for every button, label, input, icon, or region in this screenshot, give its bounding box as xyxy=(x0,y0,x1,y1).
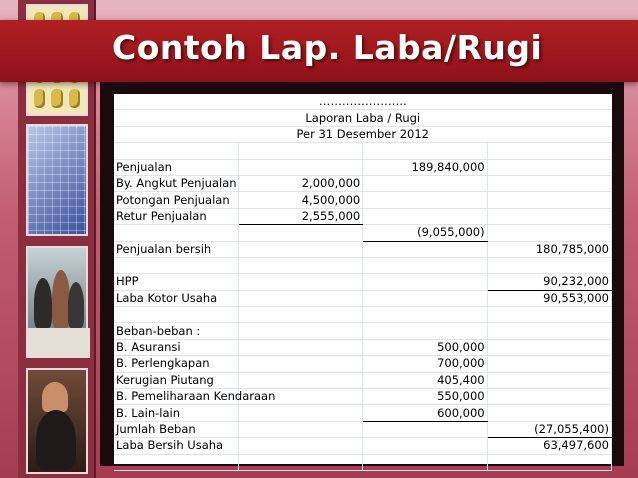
amount-cell: 4,500,000 xyxy=(238,192,362,208)
amount-cell xyxy=(487,257,611,273)
amount-cell: 700,000 xyxy=(363,356,487,372)
amount-cell xyxy=(487,323,611,339)
slide-title: Contoh Lap. Laba/Rugi xyxy=(112,28,543,67)
amount-cell xyxy=(487,208,611,224)
amount-cell xyxy=(363,307,487,323)
amount-cell xyxy=(238,143,362,159)
row-label: Beban-beban : xyxy=(114,323,238,339)
amount-cell xyxy=(487,339,611,355)
table-row xyxy=(114,257,612,273)
amount-cell xyxy=(487,192,611,208)
table-row xyxy=(114,175,612,191)
amount-cell xyxy=(363,454,487,470)
amount-cell xyxy=(363,438,487,454)
amount-cell xyxy=(238,274,362,290)
amount-cell xyxy=(487,225,611,241)
amount-cell xyxy=(238,339,362,355)
income-statement-sheet xyxy=(114,94,612,464)
amount-cell: 600,000 xyxy=(363,405,487,421)
table-row xyxy=(114,438,612,454)
amount-cell xyxy=(238,241,362,257)
row-label: Retur Penjualan xyxy=(114,208,238,224)
amount-cell: 2,000,000 xyxy=(238,175,362,191)
table-row xyxy=(114,339,612,355)
row-label: Penjualan xyxy=(114,159,238,175)
row-label xyxy=(114,454,238,470)
row-label: B. Perlengkapan xyxy=(114,356,238,372)
table-row xyxy=(114,307,612,323)
income-statement-table xyxy=(114,94,612,471)
row-label: Jumlah Beban xyxy=(114,421,238,437)
amount-cell: 90,232,000 xyxy=(487,274,611,290)
row-label: B. Pemeliharaan Kendaraan xyxy=(116,389,276,404)
table-row xyxy=(114,274,612,290)
amount-cell xyxy=(363,421,487,437)
amount-cell xyxy=(363,241,487,257)
amount-cell: (9,055,000) xyxy=(363,225,487,241)
header-row xyxy=(114,94,612,110)
amount-cell xyxy=(487,356,611,372)
row-label: Laba Kotor Usaha xyxy=(114,290,238,306)
amount-cell: 63,497,600 xyxy=(487,438,611,454)
report-date: Per 31 Desember 2012 xyxy=(114,126,612,142)
person-working-photo xyxy=(26,368,88,474)
amount-cell xyxy=(238,438,362,454)
amount-cell xyxy=(487,175,611,191)
table-row xyxy=(114,421,612,437)
amount-cell xyxy=(487,143,611,159)
amount-cell xyxy=(238,323,362,339)
amount-cell: 90,553,000 xyxy=(487,290,611,306)
amount-cell xyxy=(238,307,362,323)
spreadsheet-photo xyxy=(26,124,88,236)
amount-cell: 189,840,000 xyxy=(363,159,487,175)
row-label: B. Lain-lain xyxy=(114,405,238,421)
amount-cell xyxy=(487,454,611,470)
amount-cell xyxy=(363,143,487,159)
amount-cell xyxy=(363,208,487,224)
table-row xyxy=(114,372,612,388)
row-label: B. Asuransi xyxy=(114,339,238,355)
amount-cell: 405,400 xyxy=(363,372,487,388)
row-label: Potongan Penjualan xyxy=(114,192,238,208)
amount-cell xyxy=(487,159,611,175)
amount-cell xyxy=(363,274,487,290)
row-label: Laba Bersih Usaha xyxy=(114,438,238,454)
table-row xyxy=(114,192,612,208)
amount-cell xyxy=(487,372,611,388)
company-name: ………………….. xyxy=(114,94,612,110)
table-row xyxy=(114,389,612,405)
table-row xyxy=(114,143,612,159)
amount-cell: (27,055,400) xyxy=(487,421,611,437)
amount-cell xyxy=(238,421,362,437)
row-label xyxy=(114,225,238,241)
row-label: By. Angkut Penjualan xyxy=(116,176,237,191)
table-row xyxy=(114,454,612,470)
row-label xyxy=(114,143,238,159)
amount-cell: 550,000 xyxy=(363,389,487,405)
row-label: HPP xyxy=(114,274,238,290)
table-row xyxy=(114,323,612,339)
table-row xyxy=(114,356,612,372)
amount-cell xyxy=(238,372,362,388)
amount-cell xyxy=(487,389,611,405)
amount-cell xyxy=(363,192,487,208)
office-meeting-photo xyxy=(26,246,88,358)
table-row xyxy=(114,225,612,241)
amount-cell xyxy=(238,257,362,273)
amount-cell xyxy=(487,307,611,323)
header-row xyxy=(114,126,612,142)
row-label: Kerugian Piutang xyxy=(114,372,238,388)
amount-cell xyxy=(238,405,362,421)
amount-cell: 2,555,000 xyxy=(238,208,362,224)
table-row xyxy=(114,241,612,257)
table-row xyxy=(114,208,612,224)
amount-cell xyxy=(238,290,362,306)
amount-cell xyxy=(363,323,487,339)
amount-cell xyxy=(238,454,362,470)
row-label xyxy=(114,307,238,323)
amount-cell xyxy=(487,405,611,421)
row-label xyxy=(114,257,238,273)
table-row xyxy=(114,290,612,306)
amount-cell xyxy=(238,356,362,372)
amount-cell: 500,000 xyxy=(363,339,487,355)
report-title: Laporan Laba / Rugi xyxy=(114,110,612,126)
amount-cell xyxy=(238,225,362,241)
table-row xyxy=(114,159,612,175)
amount-cell: 180,785,000 xyxy=(487,241,611,257)
amount-cell xyxy=(363,257,487,273)
row-label: Penjualan bersih xyxy=(114,241,238,257)
header-row xyxy=(114,110,612,126)
amount-cell xyxy=(363,290,487,306)
amount-cell xyxy=(363,175,487,191)
table-row xyxy=(114,405,612,421)
amount-cell xyxy=(238,159,362,175)
